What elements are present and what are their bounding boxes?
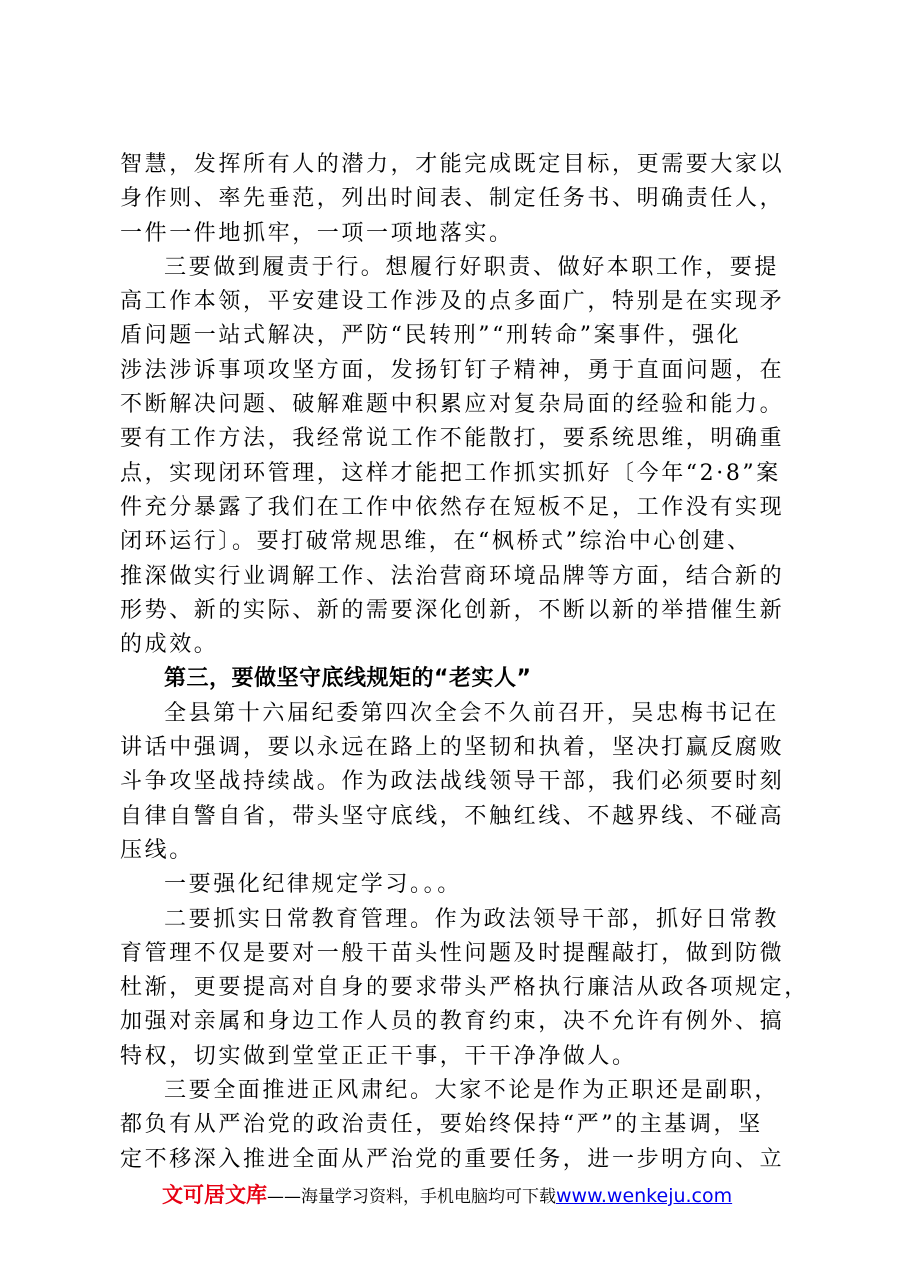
text-line: 智慧，发挥所有人的潜力，才能完成既定目标，更需要大家以: [120, 152, 785, 177]
text-line: 要有工作方法，我经常说工作不能散打，要系统思维，明确重: [120, 426, 785, 452]
text-line: 加强对亲属和身边工作人员的教育约束，决不允许有例外、搞: [120, 1009, 785, 1035]
text-line: 自律自警自省，带头坚守底线，不触红线、不越界线、不碰高: [120, 803, 785, 829]
section-heading: 第三，要做坚守底线规矩的“老实人”: [164, 666, 532, 692]
footer-site-link[interactable]: www.wenkeju.com: [556, 1185, 733, 1207]
document-body: [120, 148, 809, 1177]
text-line: 定不移深入推进全面从严治党的重要任务，进一步明方向、立: [120, 1146, 785, 1172]
text-line: 特权，切实做到堂堂正正干事，干干净净做人。: [120, 1043, 637, 1069]
text-line: 不断解决问题、破解难题中积累应对复杂局面的经验和能力。: [120, 392, 785, 418]
footer-slogan: ——海量学习资料，手机电脑均可下载: [267, 1187, 556, 1207]
text-line: 高工作本领，平安建设工作涉及的点多面广，特别是在实现矛: [120, 289, 785, 315]
text-line: 斗争攻坚战持续战。作为政法战线领导干部，我们必须要时刻: [120, 769, 785, 795]
text-line: 件充分暴露了我们在工作中依然存在短板不足，工作没有实现: [120, 494, 785, 520]
text-line: 杜渐，更要提高对自身的要求带头严格执行廉洁从政各项规定，: [120, 975, 809, 1001]
text-line: 盾问题一站式解决，严防“民转刑”“刑转命”案事件，强化: [120, 323, 742, 349]
text-line: 涉法涉诉事项攻坚方面，发扬钉钉子精神，勇于直面问题，在: [120, 357, 785, 383]
text-line: 点，实现闭环管理，这样才能把工作抓实抓好〔今年“2·8”案: [120, 460, 781, 486]
text-line: 全县第十六届纪委第四次全会不久前召开，吴忠梅书记在: [164, 700, 780, 726]
text-line: 一件一件地抓牢，一项一项地落实。: [120, 220, 514, 246]
text-line: 形势、新的实际、新的需要深化创新，不断以新的举措催生新: [120, 597, 785, 623]
text-line: 一要强化纪律规定学习。。。: [164, 872, 462, 898]
text-line: 推深做实行业调解工作、法治营商环境品牌等方面，结合新的: [120, 563, 785, 589]
footer-banner: [162, 1180, 732, 1210]
footer-brand: 文可居文库: [162, 1183, 267, 1207]
text-line: 压线。: [120, 837, 194, 863]
text-line: 育管理不仅是要对一般干苗头性问题及时提醒敲打，做到防微: [120, 940, 785, 966]
text-line: 三要做到履责于行。想履行好职责、做好本职工作，要提: [164, 254, 780, 280]
text-line: 闭环运行〕。要打破常规思维，在“枫桥式”综治中心创建、: [120, 529, 752, 555]
text-line: 的成效。: [120, 632, 219, 658]
text-line: 讲话中强调，要以永远在路上的坚韧和执着，坚决打赢反腐败: [120, 735, 785, 761]
text-line: 二要抓实日常教育管理。作为政法领导干部，抓好日常教: [164, 906, 780, 932]
text-line: 身作则、率先垂范，列出时间表、制定任务书、明确责任人，: [120, 186, 785, 212]
text-line: 都负有从严治党的政治责任，要始终保持“严”的主基调，坚: [120, 1112, 763, 1138]
text-line: 三要全面推进正风肃纪。大家不论是作为正职还是副职，: [164, 1078, 780, 1104]
